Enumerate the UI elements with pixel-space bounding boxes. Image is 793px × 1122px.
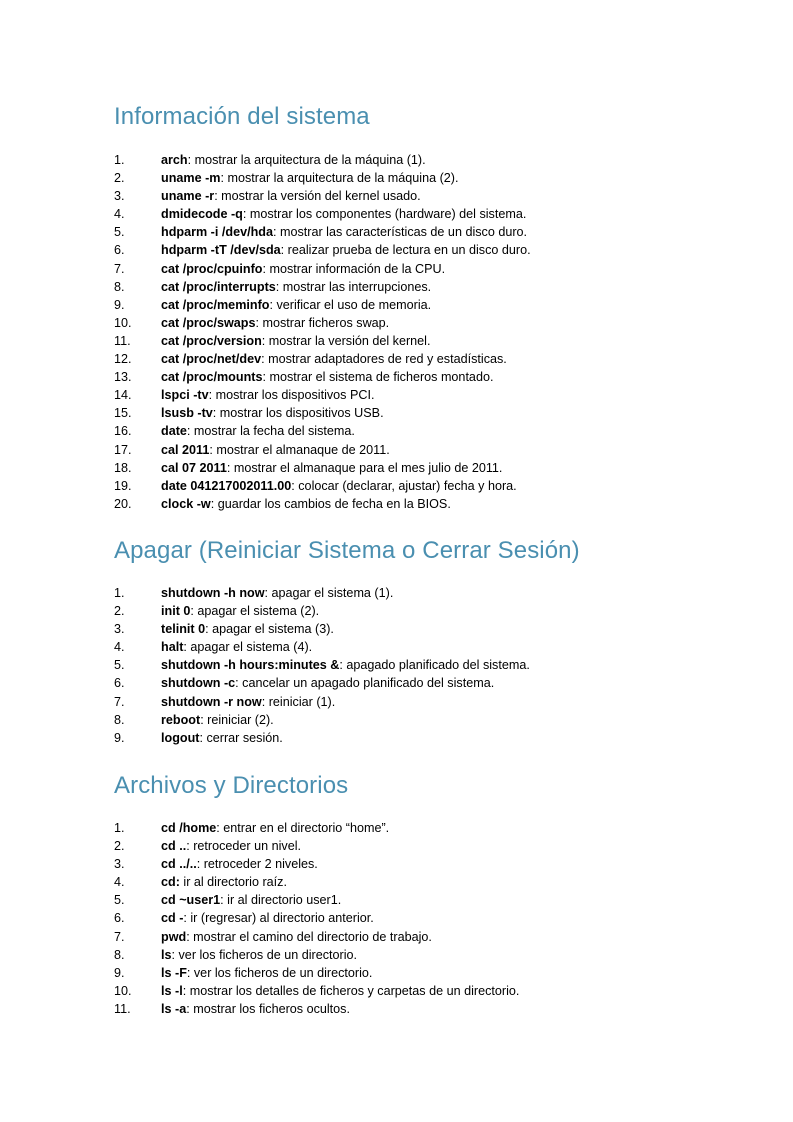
command-name: logout <box>161 730 200 745</box>
item-text <box>161 693 335 711</box>
command-description: : reiniciar (1). <box>261 694 336 709</box>
item-text <box>161 873 287 891</box>
command-description: : mostrar el almanaque de 2011. <box>209 442 390 457</box>
item-text <box>161 368 493 386</box>
command-name: cat /proc/interrupts <box>161 279 276 294</box>
command-description: : colocar (declarar, ajustar) fecha y hora. <box>291 478 517 493</box>
command-name: shutdown -h now <box>161 586 265 600</box>
command-name: cd /home <box>161 821 217 835</box>
command-description: : ver los ficheros de un directorio. <box>186 965 373 980</box>
item-text <box>161 187 421 205</box>
item-number: 9. <box>114 730 125 745</box>
command-description: : mostrar la versión del kernel. <box>261 333 431 348</box>
command-name: cat /proc/swaps <box>161 315 256 330</box>
item-number: 11. <box>114 333 131 348</box>
item-text <box>161 151 426 169</box>
item-number: 4. <box>114 207 125 222</box>
item-text <box>161 386 374 404</box>
item-text <box>161 422 355 440</box>
item-number: 3. <box>114 189 125 204</box>
item-number: 3. <box>114 622 125 637</box>
item-text <box>161 964 372 982</box>
item-number: 4. <box>114 875 125 890</box>
section-system-info <box>114 102 754 511</box>
item-number: 4. <box>114 640 125 655</box>
command-description: : mostrar los componentes (hardware) del sistema. <box>242 207 527 222</box>
section-title: Apagar (Reiniciar Sistema o Cerrar Sesión) <box>114 537 580 564</box>
command-description: : cerrar sesión. <box>199 730 283 745</box>
command-description: : realizar prueba de lectura en un disco duro. <box>280 243 531 258</box>
command-description: : ver los ficheros de un directorio. <box>171 947 358 962</box>
item-text <box>161 459 502 477</box>
command-name: hdparm -tT /dev/sda <box>161 243 281 258</box>
item-text <box>161 656 530 674</box>
item-text <box>161 674 494 692</box>
item-number: 8. <box>114 947 125 962</box>
item-number: 16. <box>114 424 132 439</box>
command-description: : ir al directorio user1. <box>220 893 342 908</box>
section-title: Archivos y Directorios <box>114 772 349 799</box>
item-number: 9. <box>114 297 125 312</box>
section-title: Información del sistema <box>114 103 370 130</box>
item-number: 2. <box>114 171 125 186</box>
item-number: 5. <box>114 658 125 673</box>
command-description: : apagado planificado del sistema. <box>339 658 530 673</box>
command-description: : apagar el sistema (1). <box>264 586 394 600</box>
command-description: : mostrar adaptadores de red y estadísticas. <box>261 352 507 367</box>
command-name: ls -F <box>161 965 187 980</box>
item-number: 7. <box>114 694 125 709</box>
item-number: 11. <box>114 1001 131 1016</box>
command-description: : mostrar el almanaque para el mes julio de 2011. <box>226 460 503 475</box>
item-text <box>161 296 431 314</box>
command-description: : mostrar ficheros swap. <box>255 315 390 330</box>
item-number: 18. <box>114 460 132 475</box>
item-number: 1. <box>114 153 125 167</box>
command-name: cd - <box>161 911 184 926</box>
item-number: 6. <box>114 243 125 258</box>
item-number: 12. <box>114 352 132 367</box>
command-description: : mostrar el sistema de ficheros montado. <box>262 370 494 385</box>
command-name: lspci -tv <box>161 388 209 403</box>
command-description: : mostrar los dispositivos PCI. <box>208 388 375 403</box>
command-description: : mostrar los dispositivos USB. <box>212 406 384 421</box>
item-text <box>161 891 341 909</box>
item-text <box>161 946 357 964</box>
item-number: 10. <box>114 315 132 330</box>
command-description: : retroceder 2 niveles. <box>196 857 318 872</box>
command-name: dmidecode -q <box>161 207 243 222</box>
command-name: cal 07 2011 <box>161 460 227 475</box>
command-description: : entrar en el directorio “home”. <box>216 821 390 835</box>
command-name: ls <box>161 947 172 962</box>
command-name: shutdown -c <box>161 676 236 691</box>
command-description: : mostrar la arquitectura de la máquina (1). <box>187 153 426 167</box>
item-text <box>161 602 319 620</box>
item-text <box>161 278 431 296</box>
command-name: cat /proc/net/dev <box>161 352 262 367</box>
command-name: ls -a <box>161 1001 187 1016</box>
command-name: cat /proc/mounts <box>161 370 263 385</box>
item-number: 14. <box>114 388 132 403</box>
command-name: shutdown -h hours:minutes & <box>161 658 340 673</box>
item-text <box>161 1000 350 1018</box>
command-description: : mostrar los ficheros ocultos. <box>186 1001 350 1016</box>
command-name: reboot <box>161 712 201 727</box>
item-number: 6. <box>114 676 125 691</box>
command-description: : mostrar el camino del directorio de trabajo. <box>186 929 432 944</box>
item-text <box>161 314 389 332</box>
item-number: 1. <box>114 586 125 600</box>
section-shutdown <box>114 536 754 745</box>
item-text <box>161 819 389 837</box>
item-text <box>161 260 445 278</box>
item-number: 7. <box>114 929 125 944</box>
item-text <box>161 441 390 459</box>
command-name: date 041217002011.00 <box>161 478 292 493</box>
command-description: : mostrar información de la CPU. <box>262 261 446 276</box>
command-description: : mostrar la arquitectura de la máquina (2). <box>220 171 459 186</box>
command-name: cat /proc/version <box>161 333 262 348</box>
item-number: 5. <box>114 225 125 240</box>
command-description: : apagar el sistema (2). <box>190 604 320 619</box>
item-number: 8. <box>114 712 125 727</box>
item-text <box>161 495 451 513</box>
command-name: telinit 0 <box>161 622 206 637</box>
item-text <box>161 477 517 495</box>
command-description: : retroceder un nivel. <box>186 839 302 854</box>
item-text <box>161 837 301 855</box>
item-text <box>161 404 384 422</box>
item-text <box>161 205 526 223</box>
command-description: : cancelar un apagado planificado del sistema. <box>235 676 495 691</box>
command-description: : mostrar los detalles de ficheros y carpetas de un directorio. <box>182 983 520 998</box>
item-number: 7. <box>114 261 125 276</box>
item-number: 13. <box>114 370 132 385</box>
item-number: 2. <box>114 839 125 854</box>
command-name: date <box>161 424 187 439</box>
item-text <box>161 729 283 747</box>
command-name: pwd <box>161 929 187 944</box>
item-number: 5. <box>114 893 125 908</box>
item-number: 9. <box>114 965 125 980</box>
command-name: halt <box>161 640 184 655</box>
command-description: ir al directorio raíz. <box>179 875 287 890</box>
item-number: 3. <box>114 857 125 872</box>
item-number: 20. <box>114 496 132 511</box>
item-text <box>161 909 374 927</box>
item-text <box>161 928 432 946</box>
command-name: uname -m <box>161 171 221 186</box>
item-text <box>161 620 334 638</box>
command-name: shutdown -r now <box>161 694 262 709</box>
command-description: : mostrar la fecha del sistema. <box>186 424 355 439</box>
command-name: clock -w <box>161 496 211 511</box>
item-number: 2. <box>114 604 125 619</box>
command-name: hdparm -i /dev/hda <box>161 225 273 240</box>
item-number: 19. <box>114 478 132 493</box>
command-description: : guardar los cambios de fecha en la BIOS. <box>210 496 451 511</box>
item-number: 15. <box>114 406 132 421</box>
command-name: cd .. <box>161 839 187 854</box>
command-name: cd: <box>161 875 180 890</box>
item-number: 17. <box>114 442 132 457</box>
command-description: : mostrar las interrupciones. <box>275 279 432 294</box>
command-name: init 0 <box>161 604 191 619</box>
command-name: cd ../.. <box>161 857 197 872</box>
section-files-directories <box>114 771 754 1016</box>
item-text <box>161 711 274 729</box>
item-number: 8. <box>114 279 125 294</box>
command-description: : reiniciar (2). <box>200 712 274 727</box>
item-text <box>161 223 527 241</box>
command-name: lsusb -tv <box>161 406 213 421</box>
command-name: cat /proc/cpuinfo <box>161 261 263 276</box>
item-text <box>161 982 519 1000</box>
command-description: : apagar el sistema (3). <box>205 622 334 637</box>
command-description: : mostrar la versión del kernel usado. <box>214 189 421 204</box>
command-description: : ir (regresar) al directorio anterior. <box>183 911 374 926</box>
command-name: cd ~user1 <box>161 893 221 908</box>
command-name: cal 2011 <box>161 442 210 457</box>
item-text <box>161 169 458 187</box>
command-description: : mostrar las características de un disco duro. <box>272 225 528 240</box>
item-text <box>161 241 531 259</box>
item-text <box>161 638 312 656</box>
item-number: 10. <box>114 983 132 998</box>
item-number: 1. <box>114 821 125 835</box>
item-text <box>161 584 393 602</box>
item-number: 6. <box>114 911 125 926</box>
command-name: arch <box>161 153 188 167</box>
command-description: : apagar el sistema (4). <box>183 640 313 655</box>
command-name: uname -r <box>161 189 215 204</box>
command-name: cat /proc/meminfo <box>161 297 270 312</box>
command-description: : verificar el uso de memoria. <box>269 297 432 312</box>
item-text <box>161 332 430 350</box>
item-text <box>161 855 318 873</box>
item-text <box>161 350 507 368</box>
command-name: ls -l <box>161 983 183 998</box>
